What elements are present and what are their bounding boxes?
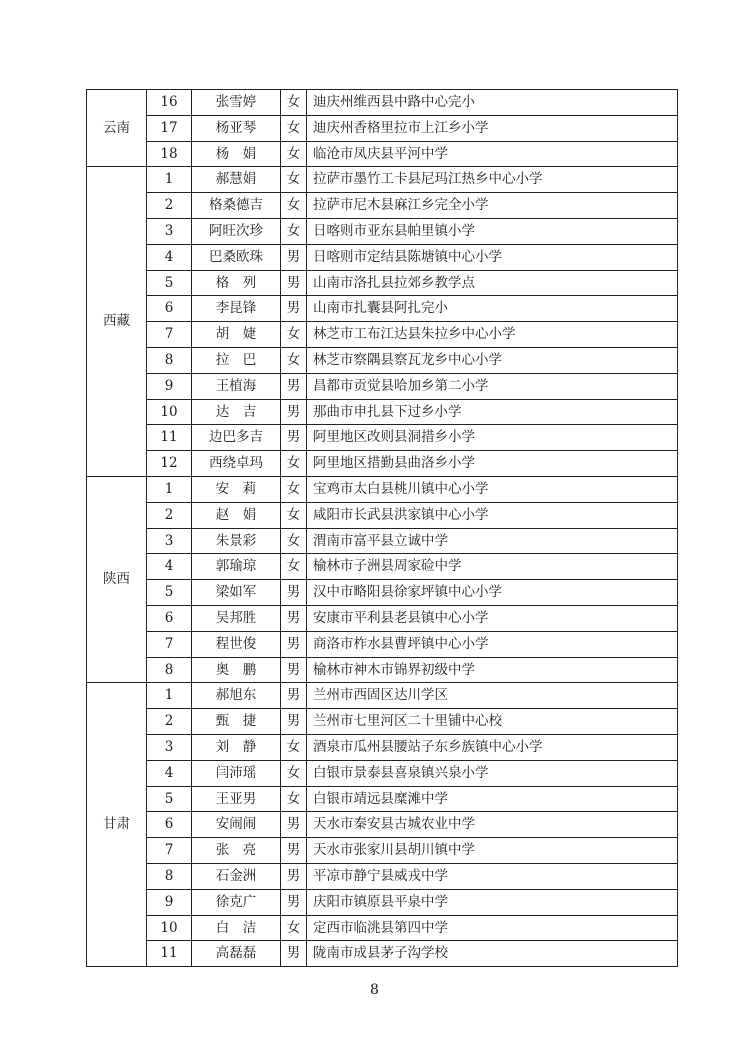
gender-cell: 女	[281, 451, 307, 477]
school-cell: 安康市平利县老县镇中心小学	[307, 605, 678, 631]
row-number-cell: 6	[147, 605, 192, 631]
teacher-name-cell: 胡 婕	[192, 322, 281, 348]
teacher-name-cell: 王亚男	[192, 786, 281, 812]
gender-cell: 女	[281, 115, 307, 141]
gender-cell: 男	[281, 580, 307, 606]
teacher-name-cell: 奥 鹏	[192, 657, 281, 683]
school-cell: 迪庆州维西县中路中心完小	[307, 90, 678, 116]
gender-cell: 女	[281, 786, 307, 812]
table-row	[87, 734, 678, 760]
table-row	[87, 322, 678, 348]
school-cell: 天水市张家川县胡川镇中学	[307, 838, 678, 864]
school-cell: 那曲市申扎县下过乡小学	[307, 399, 678, 425]
table-row	[87, 657, 678, 683]
school-cell: 白银市靖远县糜滩中学	[307, 786, 678, 812]
school-cell: 山南市洛扎县拉郊乡教学点	[307, 270, 678, 296]
table-row	[87, 373, 678, 399]
gender-cell: 男	[281, 399, 307, 425]
gender-cell: 男	[281, 812, 307, 838]
row-number-cell: 4	[147, 760, 192, 786]
school-cell: 定西市临洮县第四中学	[307, 915, 678, 941]
row-number-cell: 7	[147, 838, 192, 864]
gender-cell: 男	[281, 425, 307, 451]
gender-cell: 男	[281, 296, 307, 322]
row-number-cell: 16	[147, 90, 192, 116]
gender-cell: 男	[281, 838, 307, 864]
teacher-name-cell: 李昆锋	[192, 296, 281, 322]
row-number-cell: 1	[147, 683, 192, 709]
table-row	[87, 476, 678, 502]
school-cell: 临沧市凤庆县平河中学	[307, 141, 678, 167]
row-number-cell: 1	[147, 167, 192, 193]
school-cell: 拉萨市墨竹工卡县尼玛江热乡中心小学	[307, 167, 678, 193]
school-cell: 宝鸡市太白县桃川镇中心小学	[307, 476, 678, 502]
teacher-name-cell: 郝旭东	[192, 683, 281, 709]
teacher-name-cell: 闫沛瑶	[192, 760, 281, 786]
teacher-name-cell: 赵 娟	[192, 502, 281, 528]
gender-cell: 女	[281, 141, 307, 167]
gender-cell: 女	[281, 193, 307, 219]
table-row	[87, 399, 678, 425]
teacher-name-cell: 安 莉	[192, 476, 281, 502]
gender-cell: 男	[281, 270, 307, 296]
school-cell: 渭南市富平县立诚中学	[307, 528, 678, 554]
gender-cell: 男	[281, 941, 307, 967]
school-cell: 日喀则市定结县陈塘镇中心小学	[307, 244, 678, 270]
table-row	[87, 115, 678, 141]
gender-cell: 女	[281, 218, 307, 244]
gender-cell: 男	[281, 605, 307, 631]
table-row	[87, 528, 678, 554]
gender-cell: 男	[281, 244, 307, 270]
table-row	[87, 941, 678, 967]
row-number-cell: 5	[147, 580, 192, 606]
school-cell: 林芝市工布江达县朱拉乡中心小学	[307, 322, 678, 348]
school-cell: 汉中市略阳县徐家坪镇中心小学	[307, 580, 678, 606]
school-cell: 拉萨市尼木县麻江乡完全小学	[307, 193, 678, 219]
row-number-cell: 9	[147, 373, 192, 399]
teacher-name-cell: 杨 娟	[192, 141, 281, 167]
gender-cell: 男	[281, 657, 307, 683]
table-row	[87, 863, 678, 889]
teacher-name-cell: 格桑德吉	[192, 193, 281, 219]
teacher-name-cell: 拉 巴	[192, 347, 281, 373]
school-cell: 迪庆州香格里拉市上江乡小学	[307, 115, 678, 141]
teacher-name-cell: 西绕卓玛	[192, 451, 281, 477]
row-number-cell: 8	[147, 863, 192, 889]
school-cell: 兰州市西固区达川学区	[307, 683, 678, 709]
teacher-name-cell: 张 亮	[192, 838, 281, 864]
row-number-cell: 12	[147, 451, 192, 477]
teacher-name-cell: 巴桑欧珠	[192, 244, 281, 270]
gender-cell: 女	[281, 528, 307, 554]
table-row	[87, 889, 678, 915]
school-cell: 庆阳市镇原县平泉中学	[307, 889, 678, 915]
gender-cell: 女	[281, 322, 307, 348]
table-row	[87, 296, 678, 322]
table-row	[87, 218, 678, 244]
school-cell: 商洛市柞水县曹坪镇中心小学	[307, 631, 678, 657]
province-cell: 甘肃	[87, 683, 147, 967]
school-cell: 酒泉市瓜州县腰站子东乡族镇中心小学	[307, 734, 678, 760]
teacher-name-cell: 张雪婷	[192, 90, 281, 116]
table-row	[87, 90, 678, 116]
gender-cell: 女	[281, 347, 307, 373]
province-cell: 西藏	[87, 167, 147, 477]
province-cell: 云南	[87, 90, 147, 167]
school-cell: 咸阳市长武县洪家镇中心小学	[307, 502, 678, 528]
table-row	[87, 580, 678, 606]
table-row	[87, 915, 678, 941]
school-cell: 日喀则市亚东县帕里镇小学	[307, 218, 678, 244]
table-row	[87, 709, 678, 735]
page-number: 8	[370, 982, 379, 998]
school-cell: 平凉市静宁县威戎中学	[307, 863, 678, 889]
gender-cell: 女	[281, 476, 307, 502]
teacher-list-table	[86, 89, 678, 967]
gender-cell: 男	[281, 863, 307, 889]
teacher-name-cell: 吴邦胜	[192, 605, 281, 631]
gender-cell: 男	[281, 889, 307, 915]
teacher-name-cell: 阿旺次珍	[192, 218, 281, 244]
table-row	[87, 502, 678, 528]
row-number-cell: 5	[147, 786, 192, 812]
teacher-name-cell: 甄 捷	[192, 709, 281, 735]
row-number-cell: 8	[147, 347, 192, 373]
row-number-cell: 9	[147, 889, 192, 915]
row-number-cell: 7	[147, 322, 192, 348]
gender-cell: 女	[281, 760, 307, 786]
teacher-name-cell: 郝慧娟	[192, 167, 281, 193]
row-number-cell: 2	[147, 709, 192, 735]
gender-cell: 女	[281, 554, 307, 580]
school-cell: 昌都市贡觉县哈加乡第二小学	[307, 373, 678, 399]
teacher-name-cell: 石金洲	[192, 863, 281, 889]
school-cell: 榆林市神木市锦界初级中学	[307, 657, 678, 683]
row-number-cell: 7	[147, 631, 192, 657]
row-number-cell: 11	[147, 941, 192, 967]
teacher-name-cell: 朱景彩	[192, 528, 281, 554]
teacher-name-cell: 白 洁	[192, 915, 281, 941]
teacher-name-cell: 达 吉	[192, 399, 281, 425]
teacher-name-cell: 徐克广	[192, 889, 281, 915]
table-row	[87, 244, 678, 270]
teacher-name-cell: 安闹闹	[192, 812, 281, 838]
gender-cell: 男	[281, 683, 307, 709]
table-row	[87, 760, 678, 786]
table-row	[87, 193, 678, 219]
row-number-cell: 6	[147, 812, 192, 838]
table-body	[87, 90, 678, 967]
row-number-cell: 2	[147, 502, 192, 528]
row-number-cell: 8	[147, 657, 192, 683]
table-row	[87, 838, 678, 864]
row-number-cell: 6	[147, 296, 192, 322]
school-cell: 山南市扎囊县阿扎完小	[307, 296, 678, 322]
row-number-cell: 3	[147, 528, 192, 554]
table-row	[87, 347, 678, 373]
table-row	[87, 812, 678, 838]
table-row	[87, 270, 678, 296]
gender-cell: 女	[281, 167, 307, 193]
table-row	[87, 683, 678, 709]
gender-cell: 女	[281, 90, 307, 116]
gender-cell: 女	[281, 915, 307, 941]
table-row	[87, 141, 678, 167]
school-cell: 林芝市察隅县察瓦龙乡中心小学	[307, 347, 678, 373]
row-number-cell: 4	[147, 554, 192, 580]
row-number-cell: 3	[147, 734, 192, 760]
province-cell: 陕西	[87, 476, 147, 682]
row-number-cell: 5	[147, 270, 192, 296]
row-number-cell: 2	[147, 193, 192, 219]
table-row	[87, 425, 678, 451]
teacher-name-cell: 高磊磊	[192, 941, 281, 967]
school-cell: 阿里地区改则县洞措乡小学	[307, 425, 678, 451]
gender-cell: 女	[281, 734, 307, 760]
table-row	[87, 451, 678, 477]
table-row	[87, 605, 678, 631]
school-cell: 天水市秦安县古城农业中学	[307, 812, 678, 838]
row-number-cell: 17	[147, 115, 192, 141]
row-number-cell: 1	[147, 476, 192, 502]
teacher-name-cell: 程世俊	[192, 631, 281, 657]
teacher-name-cell: 边巴多吉	[192, 425, 281, 451]
row-number-cell: 10	[147, 915, 192, 941]
gender-cell: 女	[281, 502, 307, 528]
row-number-cell: 10	[147, 399, 192, 425]
table-row	[87, 631, 678, 657]
table-row	[87, 554, 678, 580]
gender-cell: 男	[281, 373, 307, 399]
table-row	[87, 167, 678, 193]
row-number-cell: 4	[147, 244, 192, 270]
teacher-name-cell: 梁如军	[192, 580, 281, 606]
table-row	[87, 786, 678, 812]
school-cell: 兰州市七里河区二十里铺中心校	[307, 709, 678, 735]
school-cell: 阿里地区措勤县曲洛乡小学	[307, 451, 678, 477]
school-cell: 白银市景泰县喜泉镇兴泉小学	[307, 760, 678, 786]
row-number-cell: 18	[147, 141, 192, 167]
row-number-cell: 11	[147, 425, 192, 451]
school-cell: 榆林市子洲县周家硷中学	[307, 554, 678, 580]
teacher-name-cell: 刘 静	[192, 734, 281, 760]
gender-cell: 男	[281, 631, 307, 657]
teacher-name-cell: 郭瑜琼	[192, 554, 281, 580]
teacher-name-cell: 杨亚琴	[192, 115, 281, 141]
gender-cell: 男	[281, 709, 307, 735]
teacher-name-cell: 格 列	[192, 270, 281, 296]
row-number-cell: 3	[147, 218, 192, 244]
school-cell: 陇南市成县茅子沟学校	[307, 941, 678, 967]
teacher-name-cell: 王植海	[192, 373, 281, 399]
